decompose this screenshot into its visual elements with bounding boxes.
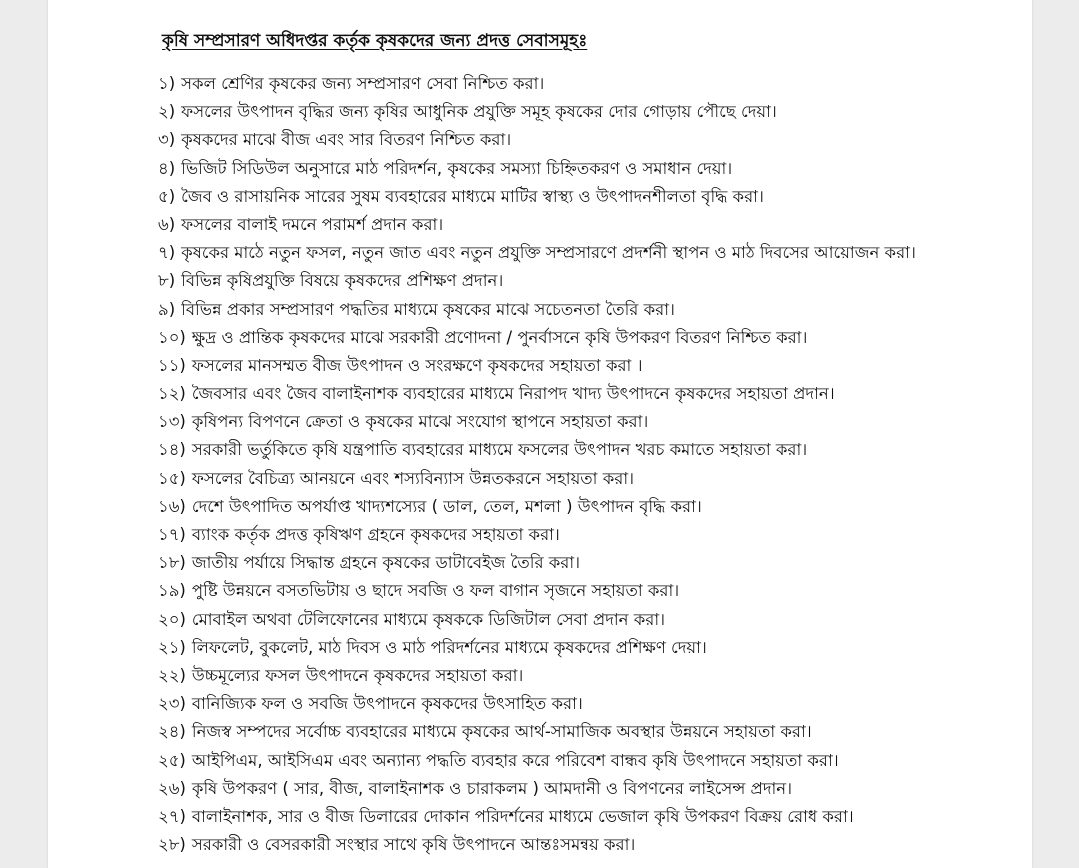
service-item [158, 126, 916, 154]
service-item-number: ২) [158, 102, 176, 122]
service-item [158, 775, 916, 803]
service-item [158, 98, 916, 126]
service-item-text: ফসলের বৈচিত্র্য আনয়নে এবং শস্যবিন্যাস উন্নতকরনে সহায়তা করা। [191, 468, 635, 488]
service-item-text: মোবাইল অথবা টেলিফোনের মাধ্যমে কৃষককে ডিজিটাল সেবা প্রদান করা। [191, 609, 666, 629]
service-item-text: ক্ষুদ্র ও প্রান্তিক কৃষকদের মাঝে সরকারী প্রণোদনা / পুনর্বাসনে কৃষি উপকরণ বিতরণ নিশ্চিত করা। [191, 327, 808, 347]
service-item-number: ১৭) [158, 525, 186, 544]
service-item-text: বিভিন্ন প্রকার সম্প্রসারণ পদ্ধতির মাধ্যমে কৃষকের মাঝে সচেতনতা তৈরি করা। [181, 299, 675, 319]
service-item [158, 493, 916, 521]
service-item-text: বালাইনাশক, সার ও বীজ ডিলারের দোকান পরিদর্শনের মাধ্যমে ভেজাল কৃষি উপকরণ বিক্রয় রোধ করা। [191, 806, 854, 826]
service-item-text: ফসলের বালাই দমনে পরামর্শ প্রদান করা। [181, 214, 444, 234]
service-item-text: সরকারী ভর্তুকিতে কৃষি যন্ত্রপাতি ব্যবহারের মাধ্যমে ফসলের উৎপাদন খরচ কমাতে সহায়তা করা। [191, 440, 808, 460]
service-item [158, 747, 916, 775]
service-item-number: ২০) [158, 609, 186, 629]
service-item-number: ১৪) [158, 440, 186, 460]
service-item-text: কৃষিপন্য বিপণনে ক্রেতা ও কৃষকের মাঝে সংযোগ স্থাপনে সহায়তা করা। [191, 412, 649, 432]
service-item-number: ৯) [158, 299, 176, 319]
service-item-text: জৈব ও রাসায়নিক সারের সুষম ব্যবহারের মাধ্যমে মাটির স্বাস্থ্য ও উৎপাদনশীলতা বৃদ্ধি করা। [181, 186, 764, 206]
services-list [158, 70, 916, 859]
service-item [158, 352, 916, 380]
service-item-number: ৭) [158, 243, 176, 263]
service-item-text: ভিজিট সিডিউল অনুসারে মাঠ পরিদর্শন, কৃষকের সমস্যা চিহ্নিতকরণ ও সমাধান দেয়া। [181, 158, 733, 178]
service-item-number: ২৪) [158, 722, 186, 742]
service-item-text: আইপিএম, আইসিএম এবং অন্যান্য পদ্ধতি ব্যবহার করে পরিবেশ বান্ধব কৃষি উৎপাদনে সহায়তা করা। [191, 750, 839, 770]
service-item [158, 408, 916, 436]
document-page [48, 0, 1032, 868]
service-item [158, 803, 916, 831]
service-item-text: ফসলের উৎপাদন বৃদ্ধির জন্য কৃষির আধুনিক প্রযুক্তি সমূহ কৃষকের দোর গোড়ায় পৌছে দেয়া। [181, 102, 777, 122]
service-item-number: ৩) [158, 130, 176, 150]
service-item-text: জৈবসার এবং জৈব বালাইনাশক ব্যবহারের মাধ্যমে নিরাপদ খাদ্য উৎপাদনে কৃষকদের সহায়তা প্রদান। [191, 384, 835, 404]
service-item-number: ১) [158, 74, 176, 93]
service-item-text: পুষ্টি উন্নয়নে বসতভিটায় ও ছাদে সবজি ও ফল বাগান সৃজনে সহায়তা করা। [191, 581, 680, 601]
service-item-number: ১৯) [158, 581, 186, 601]
service-item-text: বিভিন্ন কৃষিপ্রযুক্তি বিষয়ে কৃষকদের প্রশিক্ষণ প্রদান। [181, 271, 504, 291]
service-item [158, 324, 916, 352]
service-item-number: ২২) [158, 665, 186, 685]
service-item-number: ১৫) [158, 468, 186, 488]
service-item [158, 662, 916, 690]
service-item-number: ১১) [158, 355, 186, 375]
service-item-number: ২৫) [158, 750, 186, 770]
service-item-text: জাতীয় পর্যায়ে সিদ্ধান্ত গ্রহনে কৃষকের ডাটাবেইজ তৈরি করা। [191, 553, 581, 573]
service-item-number: ৪) [158, 158, 176, 178]
service-item-text: নিজস্ব সম্পদের সর্বোচ্চ ব্যবহারের মাধ্যমে কৃষকের আর্থ-সামাজিক অবস্থার উন্নয়নে সহায়তা করা। [191, 722, 812, 742]
service-item-text: ফসলের মানসম্মত বীজ উৎপাদন ও সংরক্ষণে কৃষকদের সহায়তা করা । [191, 355, 643, 375]
service-item-text: কৃষকের মাঠে নতুন ফসল, নতুন জাত এবং নতুন প্রযুক্তি সম্প্রসারণে প্রদর্শনী স্থাপন ও মাঠ দিবসের আয়োজন করা। [181, 243, 916, 263]
service-item [158, 183, 916, 211]
service-item [158, 831, 916, 859]
service-item-text: কৃষকদের মাঝে বীজ এবং সার বিতরণ নিশ্চিত করা। [181, 130, 512, 150]
service-item-text: লিফলেট, বুকলেট, মাঠ দিবস ও মাঠ পরিদর্শনের মাধ্যমে কৃষকদের প্রশিক্ষণ দেয়া। [191, 637, 707, 657]
service-item [158, 690, 916, 718]
service-item [158, 577, 916, 605]
service-item [158, 549, 916, 577]
service-item-number: ১৬) [158, 496, 186, 516]
service-item [158, 606, 916, 634]
service-item-text: ব্যাংক কর্তৃক প্রদত্ত কৃষিঋণ গ্রহনে কৃষকদের সহায়তা করা। [191, 525, 560, 544]
service-item-number: ১৩) [158, 412, 186, 432]
service-item-number: ১৮) [158, 553, 186, 573]
service-item [158, 239, 916, 267]
document-title: কৃষি সম্প্রসারণ অধিদপ্তর কর্তৃক কৃষকদের জন্য প্রদত্ত সেবাসমূহঃ [162, 31, 588, 51]
service-item-number: ২৭) [158, 806, 186, 826]
service-item [158, 70, 916, 98]
service-item-number: ২৮) [158, 835, 186, 855]
service-item [158, 718, 916, 746]
service-item-number: ১০) [158, 327, 186, 347]
service-item-number: ২১) [158, 637, 186, 657]
service-item [158, 267, 916, 295]
service-item-number: ২৩) [158, 694, 186, 714]
service-item [158, 634, 916, 662]
service-item-text: দেশে উৎপাদিত অপর্যাপ্ত খাদ্যশস্যের ( ডাল, তেল, মশলা ) উৎপাদন বৃদ্ধি করা। [191, 496, 702, 516]
service-item-number: ২৬) [158, 778, 186, 798]
service-item-text: কৃষি উপকরণ ( সার, বীজ, বালাইনাশক ও চারাকলম ) আমদানী ও বিপণনের লাইসেন্স প্রদান। [191, 778, 793, 798]
service-item-number: ৮) [158, 271, 176, 291]
service-item [158, 380, 916, 408]
service-item [158, 296, 916, 324]
service-item-number: ৫) [158, 186, 176, 206]
service-item-text: উচ্চমূল্যের ফসল উৎপাদনে কৃষকদের সহায়তা করা। [191, 665, 524, 685]
service-item-number: ১২) [158, 384, 186, 404]
service-item [158, 155, 916, 183]
service-item [158, 436, 916, 464]
service-item [158, 211, 916, 239]
service-item [158, 465, 916, 493]
service-item-number: ৬) [158, 214, 176, 234]
service-item-text: বানিজ্যিক ফল ও সবজি উৎপাদনে কৃষকদের উৎসাহিত করা। [191, 694, 583, 714]
service-item [158, 521, 916, 549]
service-item-text: সকল শ্রেণির কৃষকের জন্য সম্প্রসারণ সেবা নিশ্চিত করা। [181, 74, 545, 93]
service-item-text: সরকারী ও বেসরকারী সংস্থার সাথে কৃষি উৎপাদনে আন্তঃসমন্বয় করা। [191, 835, 636, 855]
